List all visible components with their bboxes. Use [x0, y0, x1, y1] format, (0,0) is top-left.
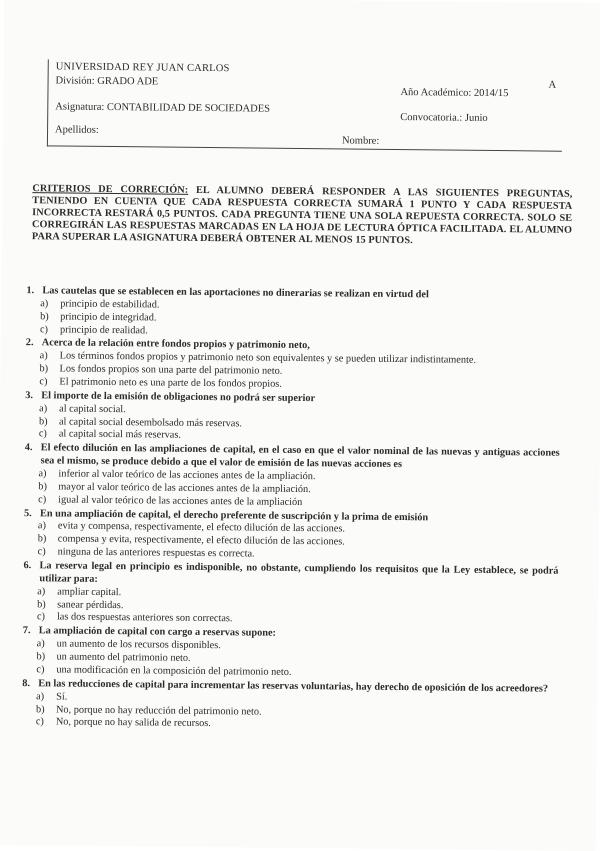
option-text: principio de estabilidad. — [60, 298, 160, 311]
option-letter: c) — [35, 716, 44, 728]
option-letter: b) — [38, 481, 47, 493]
option-letter: a) — [39, 403, 48, 415]
question-text: El importe de la emisión de obligaciones no podrá ser superior — [41, 390, 316, 405]
question-number: 8. — [22, 677, 31, 689]
option-text: principio de realidad. — [59, 324, 148, 336]
option-text: mayor al valor teórico de las acciones antes de la ampliación. — [58, 481, 311, 496]
option-letter: a) — [36, 690, 45, 702]
division: División: GRADO ADE — [55, 75, 159, 88]
option-letter: b) — [40, 310, 49, 323]
option-text: El patrimonio neto es una parte de los fondos propios. — [59, 376, 282, 390]
option-letter: c) — [38, 494, 47, 506]
option-letter: b) — [35, 703, 45, 715]
question-number: 6. — [23, 560, 32, 572]
question-2 — [25, 338, 561, 395]
option-letter: a) — [37, 520, 46, 532]
option-text: una modificación en la composición del patrimonio neto. — [56, 664, 292, 678]
question-number: 1. — [26, 285, 35, 297]
option-letter: a) — [37, 586, 46, 598]
option-text: No, porque no hay reducción del patrimonio neto. — [55, 703, 262, 718]
option-letter: c) — [38, 428, 47, 440]
question-text: En las reducciones de capital para incrementar las reservas voluntarias, hay derecho de oposición de los acreedores? — [38, 678, 549, 695]
question-text: En una ampliación de capital, el derecho preferente de suscripción y la prima de emisión — [39, 507, 429, 523]
question-text: La reserva legal en principio es indisponible, no obstante, cumpliendo los requisitos que la Ley establece, se podrá utilizar para: — [39, 560, 559, 585]
question-text: La ampliación de capital con cargo a reservas supone: — [38, 625, 277, 640]
subject: Asignatura: CONTABILIDAD DE SOCIEDADES — [55, 101, 271, 115]
option-letter: a) — [38, 468, 47, 480]
question-number: 2. — [25, 337, 34, 349]
question-4 — [24, 442, 560, 512]
option-letter: c) — [37, 546, 46, 558]
question-3 — [25, 390, 561, 447]
option-text: inferior al valor teórico de las acciones antes de la ampliación. — [58, 468, 316, 483]
option-letter: c) — [36, 664, 45, 676]
question-number: 7. — [22, 625, 31, 637]
option-text: ninguna de las anteriores respuestas es correcta. — [57, 546, 255, 560]
option-text: un aumento de los recursos disponibles. — [56, 638, 221, 652]
question-7 — [22, 625, 558, 682]
option-text: Los fondos propios son una parte del patrimonio neto. — [59, 363, 283, 377]
exam-session: Convocatoria.: Junio — [400, 112, 488, 124]
question-number: 3. — [25, 389, 34, 402]
option-text: ampliar capital. — [57, 586, 122, 598]
option-letter: b) — [37, 533, 47, 545]
question-5 — [24, 508, 560, 565]
question-1 — [26, 285, 562, 342]
option-text: sanear pérdidas. — [57, 599, 124, 611]
correction-criteria — [32, 183, 573, 249]
option-letter: c) — [39, 376, 48, 388]
option-letter: a) — [36, 638, 45, 650]
option-letter: a) — [40, 298, 49, 310]
surname-label: Apellidos: — [55, 124, 99, 136]
option-letter: c) — [36, 611, 46, 623]
option-letter: b) — [36, 651, 46, 663]
question-8 — [22, 678, 558, 735]
option-letter: b) — [37, 598, 46, 610]
option-letter: c) — [39, 323, 49, 335]
option-text: al capital social. — [59, 403, 126, 415]
criteria-heading: CRITERIOS DE CORRECIÓN: — [32, 183, 189, 196]
option-text: Los términos fondos propios y patrimonio neto son equivalentes y se pueden utilizar indistintamente. — [59, 350, 477, 367]
option-letter: b) — [39, 363, 49, 375]
question-text: Acerca de la relación entre fondos propios y patrimonio neto, — [41, 337, 310, 352]
option-text: Sí. — [56, 691, 68, 703]
option-text: evita y compensa, respectivamente, el efecto dilución de las acciones. — [57, 520, 346, 535]
option-text: principio de integridad. — [60, 311, 157, 324]
option-text: compensa y evita, respectivamente, el efecto dilución de las acciones. — [57, 533, 345, 548]
option-letter: b) — [38, 415, 48, 427]
criteria-body: EL ALUMNO DEBERÁ RESPONDER A LAS SIGUIENTES PREGUNTAS, TENIENDO EN CUENTA QUE CADA RESPUESTA CORRECTA SUMARÁ 1 PUNTO Y CADA RESPUESTA INCORRECTA RESTARÁ 0,5 PUNTOS. CADA PREGUNTA TIENE UNA SOLA REPUESTA CORRECTA. SOLO SE CORREGIRÁN LAS RESPUESTAS MARCADAS EN LA HOJA DE LECTURA ÓPTICA FACILITADA. EL ALUMNO PARA SUPERAR LA ASIGNATURA DEBERÁ OBTENER AL MENOS 15 PUNTOS. — [31, 184, 573, 247]
question-number: 5. — [23, 507, 32, 519]
academic-year: Año Académico: 2014/15 — [400, 87, 509, 100]
option-text: un aumento del patrimonio neto. — [56, 651, 191, 664]
option-text: igual al valor teórico de las acciones antes de la ampliación — [58, 494, 303, 508]
option-text: las dos respuestas anteriores son correctas. — [56, 611, 233, 625]
university-name: UNIVERSIDAD REY JUAN CARLOS — [55, 61, 230, 75]
option-text: al capital social desembolsado más reservas. — [58, 416, 243, 429]
option-letter: a) — [39, 350, 48, 362]
name-label: Nombre: — [341, 135, 380, 147]
option-text: No, porque no hay salida de recursos. — [55, 716, 211, 730]
question-number: 4. — [24, 442, 33, 454]
question-6 — [23, 560, 559, 630]
question-list — [22, 285, 562, 736]
option-text: al capital social más reservas. — [58, 428, 182, 442]
question-text: El efecto dilución en las ampliaciones de capital, en el caso en que el valor nominal de las nuevas y antiguas acciones sea el mismo, se produce debido a que el valor de emisión de las nuevas acciones es — [40, 442, 560, 471]
exam-model-letter: A — [548, 79, 557, 91]
question-text: Las cautelas que se establecen en las aportaciones no dinerarias se realizan en virtud del — [42, 285, 429, 301]
